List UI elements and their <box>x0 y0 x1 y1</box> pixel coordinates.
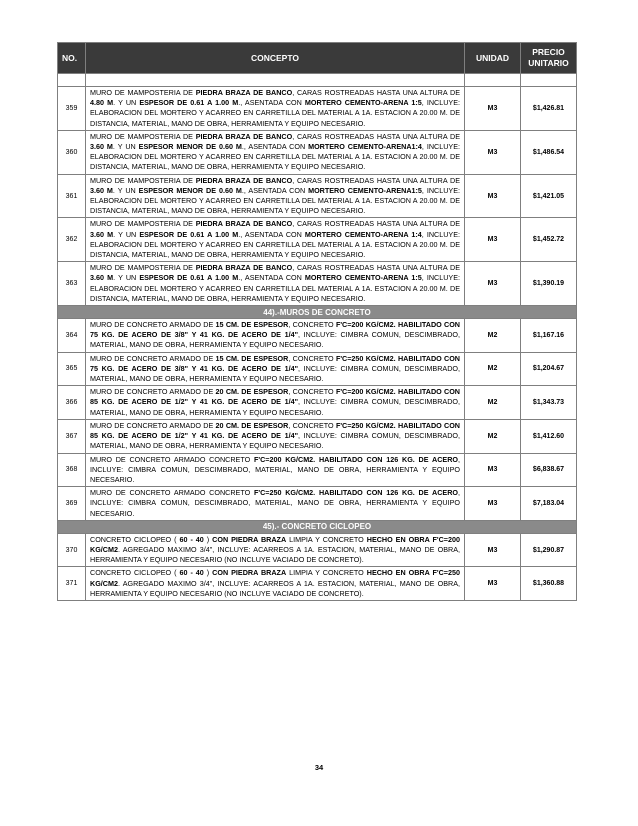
table-row <box>58 218 577 262</box>
description-bold-segment: PIEDRA BRAZA DE BANCO <box>195 131 293 141</box>
item-unit: M2 <box>465 386 521 420</box>
item-unit-price: $1,426.81 <box>521 87 577 131</box>
item-description <box>86 87 465 131</box>
header-no: NO. <box>58 43 86 74</box>
description-segment: , CONCRETO <box>288 320 336 330</box>
item-unit-price: $1,343.73 <box>521 386 577 420</box>
item-number: 366 <box>58 386 86 420</box>
description-bold-segment: F'C=250 KG/CM2. HABILITADO CON 75 KG. DE ACERO DE 3/8" Y 41 KG. DE ACERO DE 1/4" <box>90 353 461 373</box>
description-segment: , INCLUYE: ELABORACION DEL MORTERO Y ACARREO EN CARRETILLA DEL MATERIAL A 1A. ESTACION A 20.00 M. DE DISTANCIA, MATERIAL, MANO DE OBRA, HERRAMIENTA Y EQUIPO NECESARIO. <box>90 185 460 216</box>
description-bold-segment: CON PIEDRA BRAZA <box>212 568 287 578</box>
item-unit: M3 <box>465 262 521 306</box>
item-unit: M3 <box>465 453 521 487</box>
description-segment: ., ASENTADA CON <box>241 185 309 195</box>
description-bold-segment: HECHO EN OBRA F'C=200 KG/CM2 <box>90 534 460 554</box>
item-unit: M3 <box>465 533 521 567</box>
description-segment: , INCLUYE: CIMBRA COMUN, DESCIMBRADO, MATERIAL, MANO DE OBRA, HERRAMIENTA Y EQUIPO NECESARIO. <box>90 330 460 350</box>
table-row <box>58 487 577 521</box>
price-table <box>57 42 577 601</box>
item-unit-price: $7,183.04 <box>521 487 577 521</box>
item-description <box>86 130 465 174</box>
description-segment: MURO DE MAMPOSTERIA DE <box>90 131 196 141</box>
description-bold-segment: 3.60 M <box>90 229 114 239</box>
item-number: 359 <box>58 87 86 131</box>
item-unit-price: $1,360.88 <box>521 567 577 601</box>
item-description <box>86 419 465 453</box>
description-segment: , INCLUYE: ELABORACION DEL MORTERO Y ACARREO EN CARRETILLA DEL MATERIAL A 1A. ESTACION A 20.00 M. DE DISTANCIA, MATERIAL, MANO DE OBRA, HERRAMIENTA Y EQUIPO NECESARIO. <box>90 98 461 128</box>
description-bold-segment: MORTERO CEMENTO-ARENA 1:4 <box>304 229 422 239</box>
description-segment: MURO DE CONCRETO ARMADO CONCRETO <box>90 488 254 498</box>
item-number: 363 <box>58 262 86 306</box>
section-header-row <box>58 306 577 319</box>
item-number: 370 <box>58 533 86 567</box>
description-segment: LIMPIA Y CONCRETO <box>286 534 367 544</box>
item-unit: M3 <box>465 487 521 521</box>
description-bold-segment: HECHO EN OBRA F'C=250 KG/CM2 <box>90 568 460 588</box>
item-unit-price: $1,204.67 <box>521 352 577 386</box>
description-segment: , INCLUYE: CIMBRA COMUN, DESCIMBRADO, MATERIAL, MANO DE OBRA, HERRAMIENTA Y EQUIPO NECESARIO. <box>90 431 460 451</box>
description-bold-segment: MORTERO CEMENTO-ARENA 1:5 <box>304 98 422 108</box>
table-row <box>58 87 577 131</box>
description-bold-segment: MORTERO CEMENTO-ARENA1:4 <box>308 142 422 152</box>
description-segment: ., ASENTADA CON <box>241 142 309 152</box>
description-segment: , CARAS ROSTREADAS HASTA UNA ALTURA DE <box>292 131 460 141</box>
item-unit-price: $1,290.87 <box>521 533 577 567</box>
description-segment: , CARAS ROSTREADAS HASTA UNA ALTURA DE <box>292 175 460 185</box>
description-segment: . Y UN <box>112 185 139 195</box>
description-bold-segment: F'C=200 KG/CM2. HABILITADO CON 126 KG. DE ACERO <box>253 454 459 464</box>
item-unit-price: $6,838.67 <box>521 453 577 487</box>
description-segment: . Y UN <box>113 273 140 283</box>
description-segment: . Y UN <box>112 142 139 152</box>
section-title: 44).-MUROS DE CONCRETO <box>58 306 577 319</box>
description-bold-segment: PIEDRA BRAZA DE BANCO <box>195 88 293 97</box>
item-unit-price: $1,390.19 <box>521 262 577 306</box>
item-unit-price: $1,421.05 <box>521 174 577 218</box>
item-description <box>86 487 465 521</box>
description-segment: , CARAS ROSTREADAS HASTA UNA ALTURA DE <box>292 263 460 273</box>
description-bold-segment: 3.60 M <box>90 142 113 152</box>
item-number: 369 <box>58 487 86 521</box>
header-unidad: UNIDAD <box>465 43 521 74</box>
description-segment: . Y UN <box>113 229 140 239</box>
description-segment: MURO DE CONCRETO ARMADO DE <box>90 353 216 363</box>
item-description <box>86 218 465 262</box>
table-body <box>58 74 577 601</box>
description-segment: MURO DE MAMPOSTERIA DE <box>90 263 196 273</box>
table-row <box>58 567 577 601</box>
item-unit-price: $1,412.60 <box>521 419 577 453</box>
description-segment: , CONCRETO <box>288 420 336 430</box>
description-segment: MURO DE MAMPOSTERIA DE <box>90 88 196 97</box>
description-bold-segment: F'C=200 KG/CM2. HABILITADO CON 75 KG. DE ACERO DE 3/8" Y 41 KG. DE ACERO DE 1/4" <box>90 320 461 340</box>
description-bold-segment: PIEDRA BRAZA DE BANCO <box>195 175 293 185</box>
description-segment: . AGREGADO MAXIMO 3/4", INCLUYE: ACARREOS A 1A. ESTACION, MATERIAL, MANO DE OBRA, HERRAMIENTA Y EQUIPO NECESARIO (NO INCLUYE VACIADO DE CONCRETO). <box>90 578 460 598</box>
description-bold-segment: 3.60 M <box>90 185 113 195</box>
description-segment: ., ASENTADA CON <box>238 273 305 283</box>
page-number: 34 <box>314 763 324 772</box>
item-unit: M3 <box>465 567 521 601</box>
header-precio-line2: UNITARIO <box>528 58 569 68</box>
item-unit-price: $1,486.54 <box>521 130 577 174</box>
item-number: 362 <box>58 218 86 262</box>
description-bold-segment: 20 CM. DE ESPESOR <box>215 420 289 430</box>
description-segment: , CONCRETO <box>288 353 336 363</box>
table-row <box>58 130 577 174</box>
description-bold-segment: 15 CM. DE ESPESOR <box>215 320 289 330</box>
description-segment: MURO DE CONCRETO ARMADO CONCRETO <box>90 454 254 464</box>
description-bold-segment: PIEDRA BRAZA DE BANCO <box>195 263 293 273</box>
description-bold-segment: 15 CM. DE ESPESOR <box>215 353 289 363</box>
description-segment: , INCLUYE: CIMBRA COMUN, DESCIMBRADO, MATERIAL, MANO DE OBRA, HERRAMIENTA Y EQUIPO NECESARIO. <box>90 363 460 384</box>
header-spacer-row <box>58 74 577 87</box>
item-number: 364 <box>58 319 86 353</box>
description-segment: . AGREGADO MAXIMO 3/4", INCLUYE: ACARREOS A 1A. ESTACION, MATERIAL, MANO DE OBRA, HERRAMIENTA Y EQUIPO NECESARIO (NO INCLUYE VACIADO DE CONCRETO). <box>90 544 460 565</box>
description-bold-segment: ESPESOR MENOR DE 0.60 M <box>138 185 242 195</box>
description-bold-segment: F'C=250 KG/CM2. HABILITADO CON 126 KG. DE ACERO <box>253 488 459 498</box>
description-bold-segment: F'C=250 KG/CM2. HABILITADO CON 85 KG. DE ACERO DE 1/2" Y 41 KG. DE ACERO DE 1/4" <box>90 420 461 441</box>
table-row <box>58 533 577 567</box>
item-unit-price: $1,167.16 <box>521 319 577 353</box>
section-title: 45).- CONCRETO CICLOPEO <box>58 520 577 533</box>
description-segment: . Y UN <box>113 98 140 108</box>
description-bold-segment: MORTERO CEMENTO-ARENA1:5 <box>308 185 422 195</box>
item-number: 361 <box>58 174 86 218</box>
description-segment: , INCLUYE: ELABORACION DEL MORTERO Y ACARREO EN CARRETILLA DEL MATERIAL A 1A. ESTACION A 20.00 M. DE DISTANCIA, MATERIAL, MANO DE OBRA, HERRAMIENTA Y EQUIPO NECESARIO. <box>90 229 461 260</box>
item-unit-price: $1,452.72 <box>521 218 577 262</box>
description-segment: , CARAS ROSTREADAS HASTA UNA ALTURA DE <box>292 88 460 97</box>
item-description <box>86 352 465 386</box>
description-bold-segment: 4.80 M <box>90 98 114 108</box>
item-number: 368 <box>58 453 86 487</box>
table-row <box>58 174 577 218</box>
description-segment: , INCLUYE: CIMBRA COMUN, DESCIMBRADO, MATERIAL, MANO DE OBRA, HERRAMIENTA Y EQUIPO NECESARIO. <box>90 397 460 417</box>
description-segment: ., ASENTADA CON <box>238 229 305 239</box>
item-description <box>86 319 465 353</box>
description-segment: MURO DE CONCRETO ARMADO DE <box>90 320 216 330</box>
description-segment: MURO DE CONCRETO ARMADO DE <box>90 420 216 430</box>
description-segment: ) <box>203 534 213 544</box>
item-number: 367 <box>58 419 86 453</box>
description-bold-segment: 60 - 40 <box>179 568 204 578</box>
description-segment: , INCLUYE: CIMBRA COMUN, DESCIMBRADO, MATERIAL, MANO DE OBRA, HERRAMIENTA Y EQUIPO NECESARIO. <box>90 454 461 484</box>
header-precio-unitario <box>521 43 577 74</box>
description-bold-segment: 20 CM. DE ESPESOR <box>215 387 289 397</box>
description-segment: ., ASENTADA CON <box>238 98 305 108</box>
table-row <box>58 352 577 386</box>
item-unit: M2 <box>465 319 521 353</box>
description-segment: , CONCRETO <box>288 387 336 397</box>
description-segment: ) <box>203 568 213 578</box>
description-segment: , INCLUYE: ELABORACION DEL MORTERO Y ACARREO EN CARRETILLA DEL MATERIAL A 1A. ESTACION A 20.00 M. DE DISTANCIA, MATERIAL, MANO DE OBRA, HERRAMIENTA Y EQUIPO NECESARIO. <box>90 142 460 172</box>
table-row <box>58 419 577 453</box>
description-bold-segment: MORTERO CEMENTO-ARENA 1:5 <box>304 273 422 283</box>
description-segment: , INCLUYE: ELABORACION DEL MORTERO Y ACARREO EN CARRETILLA DEL MATERIAL A 1A. ESTACION A 20.00 M. DE DISTANCIA, MATERIAL, MANO DE OBRA, HERRAMIENTA Y EQUIPO NECESARIO. <box>90 273 461 303</box>
item-unit: M3 <box>465 87 521 131</box>
table-row <box>58 386 577 420</box>
table-header-row <box>58 43 577 74</box>
table-row <box>58 262 577 306</box>
header-concepto: CONCEPTO <box>86 43 465 74</box>
item-unit: M3 <box>465 218 521 262</box>
description-bold-segment: ESPESOR DE 0.61 A 1.00 M <box>139 273 239 283</box>
section-header-row <box>58 520 577 533</box>
description-segment: MURO DE MAMPOSTERIA DE <box>90 219 196 229</box>
description-segment: , CARAS ROSTREADAS HASTA UNA ALTURA DE <box>292 219 460 229</box>
description-bold-segment: ESPESOR DE 0.61 A 1.00 M <box>139 229 239 239</box>
table-row <box>58 319 577 353</box>
description-segment: LIMPIA Y CONCRETO <box>286 568 367 578</box>
item-unit: M3 <box>465 174 521 218</box>
description-bold-segment: 60 - 40 <box>179 534 204 544</box>
description-bold-segment: ESPESOR MENOR DE 0.60 M <box>138 142 242 152</box>
item-unit: M2 <box>465 352 521 386</box>
description-bold-segment: ESPESOR DE 0.61 A 1.00 M <box>139 98 239 108</box>
item-description <box>86 386 465 420</box>
description-segment: MURO DE MAMPOSTERIA DE <box>90 175 196 185</box>
description-segment: CONCRETO CICLOPEO ( <box>90 534 180 544</box>
header-precio-line1: PRECIO <box>532 47 565 57</box>
description-segment: MURO DE CONCRETO ARMADO DE <box>90 387 216 397</box>
item-description <box>86 174 465 218</box>
description-bold-segment: PIEDRA BRAZA DE BANCO <box>195 219 293 229</box>
description-bold-segment: CON PIEDRA BRAZA <box>212 534 287 544</box>
item-unit: M2 <box>465 419 521 453</box>
description-bold-segment: F'C=200 KG/CM2. HABILITADO CON 85 KG. DE ACERO DE 1/2" Y 41 KG. DE ACERO DE 1/4" <box>90 387 461 407</box>
description-segment: , INCLUYE: CIMBRA COMUN, DESCIMBRADO, MATERIAL, MANO DE OBRA, HERRAMIENTA Y EQUIPO NECESARIO. <box>90 488 461 518</box>
table-row <box>58 453 577 487</box>
description-segment: CONCRETO CICLOPEO ( <box>90 568 180 578</box>
item-unit: M3 <box>465 130 521 174</box>
item-description <box>86 567 465 601</box>
item-description <box>86 533 465 567</box>
description-bold-segment: 3.60 M <box>90 273 114 283</box>
item-description <box>86 453 465 487</box>
item-number: 360 <box>58 130 86 174</box>
item-number: 371 <box>58 567 86 601</box>
item-number: 365 <box>58 352 86 386</box>
item-description <box>86 262 465 306</box>
